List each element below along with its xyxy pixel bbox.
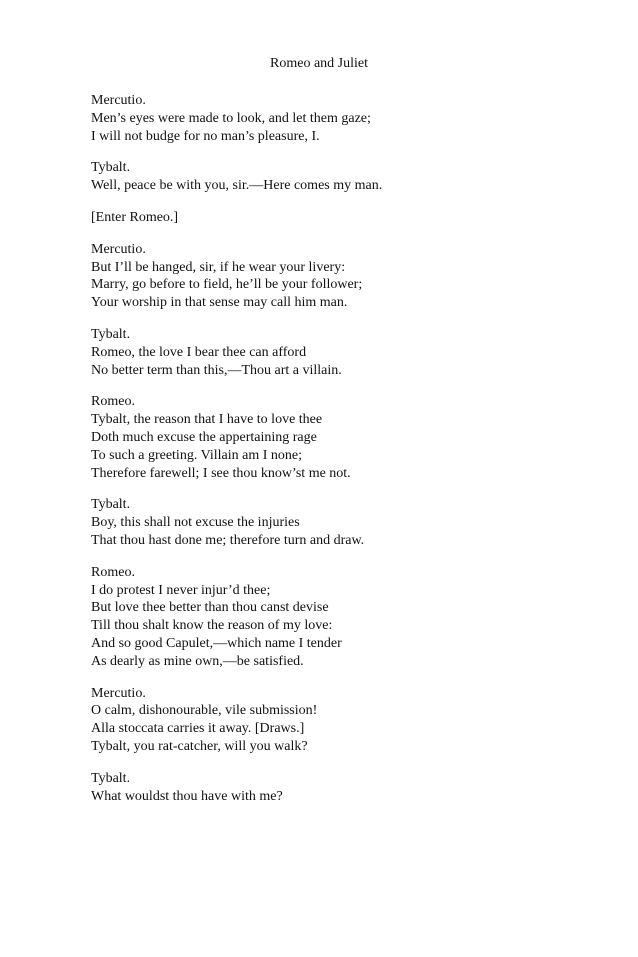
dialogue-block	[91, 564, 611, 671]
dialogue-line: Till thou shalt know the reason of my love:	[91, 618, 333, 634]
dialogue-line: But I’ll be hanged, sir, if he wear your livery:	[91, 259, 346, 275]
dialogue-line: Doth much excuse the appertaining rage	[91, 429, 317, 445]
speaker-name: Tybalt.	[91, 497, 131, 513]
dialogue-block	[91, 209, 611, 227]
dialogue-line: Men’s eyes were made to look, and let them gaze;	[91, 110, 371, 126]
script-body	[91, 92, 611, 819]
dialogue-line: Boy, this shall not excuse the injuries	[91, 515, 300, 531]
dialogue-line: Your worship in that sense may call him man.	[91, 295, 348, 311]
dialogue-line: Therefore farewell; I see thou know’st me not.	[91, 465, 351, 481]
speaker-name: Mercutio.	[91, 241, 146, 257]
dialogue-line: Tybalt, the reason that I have to love thee	[91, 412, 323, 428]
dialogue-line: And so good Capulet,—which name I tender	[91, 635, 342, 651]
dialogue-line: I do protest I never injur’d thee;	[91, 582, 271, 598]
speaker-name: Tybalt.	[91, 326, 131, 342]
dialogue-line: No better term than this,—Thou art a villain.	[91, 362, 342, 378]
page-title: Romeo and Juliet	[270, 56, 368, 71]
dialogue-line: Romeo, the love I bear thee can afford	[91, 344, 307, 360]
speaker-name: Romeo.	[91, 564, 135, 580]
dialogue-line: Marry, go before to field, he’ll be your follower;	[91, 277, 363, 293]
speaker-name: Tybalt.	[91, 770, 131, 786]
dialogue-block	[91, 92, 611, 145]
dialogue-line: What wouldst thou have with me?	[91, 788, 283, 804]
stage-direction: [Enter Romeo.]	[91, 209, 179, 225]
dialogue-block	[91, 770, 611, 806]
dialogue-line: But love thee better than thou canst devise	[91, 600, 329, 616]
dialogue-block	[91, 685, 611, 756]
dialogue-line: That thou hast done me; therefore turn and draw.	[91, 532, 365, 548]
dialogue-line: As dearly as mine own,—be satisfied.	[91, 653, 304, 669]
dialogue-block	[91, 326, 611, 379]
speaker-name: Tybalt.	[91, 160, 131, 176]
speaker-name: Romeo.	[91, 394, 135, 410]
dialogue-line: Tybalt, you rat-catcher, will you walk?	[91, 738, 308, 754]
dialogue-line: O calm, dishonourable, vile submission!	[91, 703, 318, 719]
dialogue-block	[91, 159, 611, 195]
dialogue-line: I will not budge for no man’s pleasure, I.	[91, 128, 320, 144]
speaker-name: Mercutio.	[91, 93, 146, 108]
dialogue-block	[91, 393, 611, 482]
speaker-name: Mercutio.	[91, 685, 146, 701]
dialogue-line: To such a greeting. Villain am I none;	[91, 447, 302, 463]
dialogue-block	[91, 241, 611, 312]
dialogue-line: Well, peace be with you, sir.—Here comes my man.	[91, 178, 383, 194]
dialogue-block	[91, 496, 611, 549]
dialogue-line: Alla stoccata carries it away. [Draws.]	[91, 721, 305, 737]
